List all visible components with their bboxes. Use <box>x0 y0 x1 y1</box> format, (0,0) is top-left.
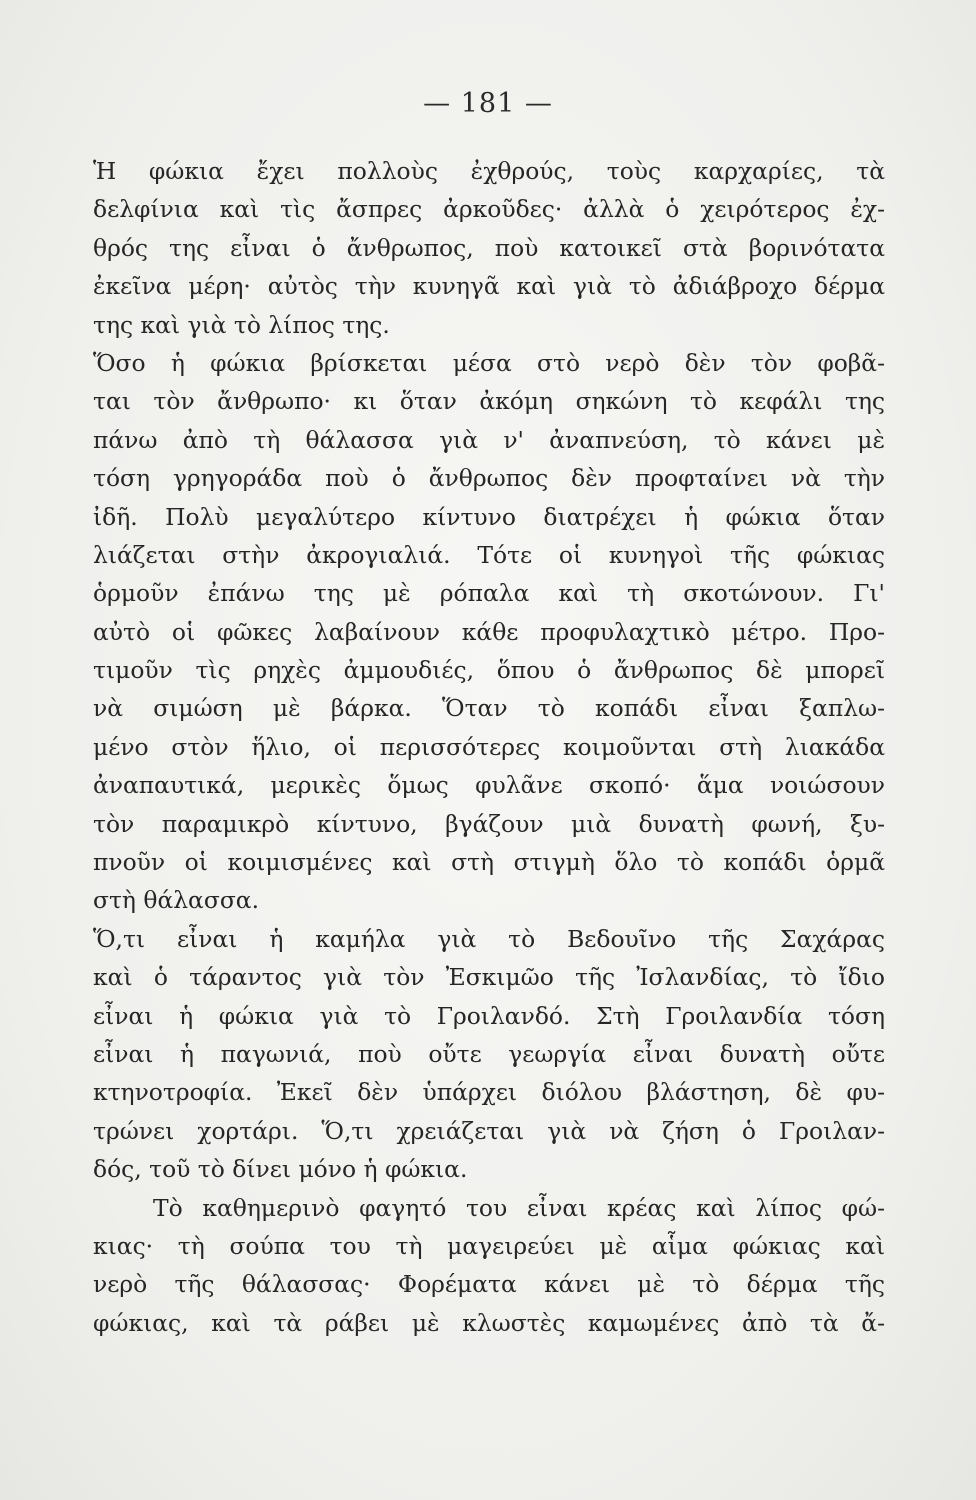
text-line: λιάζεται στὴν ἀκρογιαλιά. Τότε οἱ κυνηγοὶ τῆς φώκιας <box>93 540 885 569</box>
text-line: Τὸ καθημερινὸ φαγητό του εἶναι κρέας καὶ λίπος φώ- <box>153 1193 885 1222</box>
text-line: τόση γρηγοράδα ποὺ ὁ ἄνθρωπος δὲν προφταίνει νὰ τὴν <box>93 464 885 493</box>
text-line: Ὅ,τι εἶναι ἡ καμήλα γιὰ τὸ Βεδουῖνο τῆς Σαχάρας <box>93 924 885 953</box>
text-line: νὰ σιμώση μὲ βάρκα. Ὅταν τὸ κοπάδι εἶναι ξαπλω- <box>93 694 885 723</box>
text-line: μένο στὸν ἥλιο, οἱ περισσότερες κοιμοῦνται στὴ λιακάδα <box>93 732 885 761</box>
text-line: πάνω ἀπὸ τὴ θάλασσα γιὰ ν' ἀναπνεύση, τὸ κάνει μὲ <box>93 425 885 454</box>
text-line: φώκιας, καὶ τὰ ράβει μὲ κλωστὲς καμωμένες ἀπὸ τὰ ἄ- <box>93 1308 885 1337</box>
text-line: Ἡ φώκια ἔχει πολλοὺς ἐχθρούς, τοὺς καρχαρίες, τὰ <box>93 157 885 185</box>
text-line: κιας· τὴ σούπα του τὴ μαγειρεύει μὲ αἷμα φώκιας καὶ <box>93 1231 885 1260</box>
page-number: — 181 — <box>423 88 553 119</box>
text-line: τὸν παραμικρὸ κίντυνο, βγάζουν μιὰ δυνατὴ φωνή, ξυ- <box>93 809 885 838</box>
text-line: ἐκεῖνα μέρη· αὐτὸς τὴν κυνηγᾶ καὶ γιὰ τὸ ἀδιάβροχο δέρμα <box>93 272 885 301</box>
text-line: ὁρμοῦν ἐπάνω της μὲ ρόπαλα καὶ τὴ σκοτώνουν. Γι' <box>93 579 885 608</box>
text-line: ἀναπαυτικά, μερικὲς ὅμως φυλᾶνε σκοπό· ἅμα νοιώσουν <box>93 771 885 800</box>
text-line: κτηνοτροφία. Ἐκεῖ δὲν ὑπάρχει διόλου βλάστηση, δὲ φυ- <box>93 1078 885 1107</box>
text-line: δελφίνια καὶ τὶς ἄσπρες ἀρκοῦδες· ἀλλὰ ὁ χειρότερος ἐχ- <box>93 195 885 224</box>
text-line: εἶναι ἡ παγωνιά, ποὺ οὔτε γεωργία εἶναι δυνατὴ οὔτε <box>93 1039 885 1068</box>
text-line: στὴ θάλασσα. <box>93 886 260 915</box>
text-line: τρώνει χορτάρι. Ὅ,τι χρειάζεται γιὰ νὰ ζήση ὁ Γροιλαν- <box>93 1116 885 1145</box>
text-line: καὶ ὁ τάραντος γιὰ τὸν Ἐσκιμῶο τῆς Ἰσλανδίας, τὸ ἴδιο <box>93 963 885 992</box>
body-text <box>93 152 885 1342</box>
text-line: ἰδῆ. Πολὺ μεγαλύτερο κίντυνο διατρέχει ἡ φώκια ὅταν <box>93 502 885 531</box>
text-line: τιμοῦν τὶς ρηχὲς ἀμμουδιές, ὅπου ὁ ἄνθρωπος δὲ μπορεῖ <box>93 656 885 685</box>
text-line: δός, τοῦ τὸ δίνει μόνο ἡ φώκια. <box>93 1155 468 1184</box>
text-line: θρός της εἶναι ὁ ἄνθρωπος, ποὺ κατοικεῖ στὰ βορινότατα <box>93 233 885 262</box>
text-line: ται τὸν ἄνθρωπο· κι ὅταν ἀκόμη σηκώνη τὸ κεφάλι της <box>93 387 885 416</box>
text-line: Ὅσο ἡ φώκια βρίσκεται μέσα στὸ νερὸ δὲν τὸν φοβᾶ- <box>93 348 885 377</box>
text-line: της καὶ γιὰ τὸ λίπος της. <box>93 310 390 339</box>
text-line: πνοῦν οἱ κοιμισμένες καὶ στὴ στιγμὴ ὅλο τὸ κοπάδι ὁρμᾶ <box>93 848 885 877</box>
text-line: νερὸ τῆς θάλασσας· Φορέματα κάνει μὲ τὸ δέρμα τῆς <box>93 1270 885 1299</box>
text-line: εἶναι ἡ φώκια γιὰ τὸ Γροιλανδό. Στὴ Γροιλανδία τόση <box>93 1001 885 1030</box>
text-line: αὐτὸ οἱ φῶκες λαβαίνουν κάθε προφυλαχτικὸ μέτρο. Προ- <box>93 617 885 646</box>
